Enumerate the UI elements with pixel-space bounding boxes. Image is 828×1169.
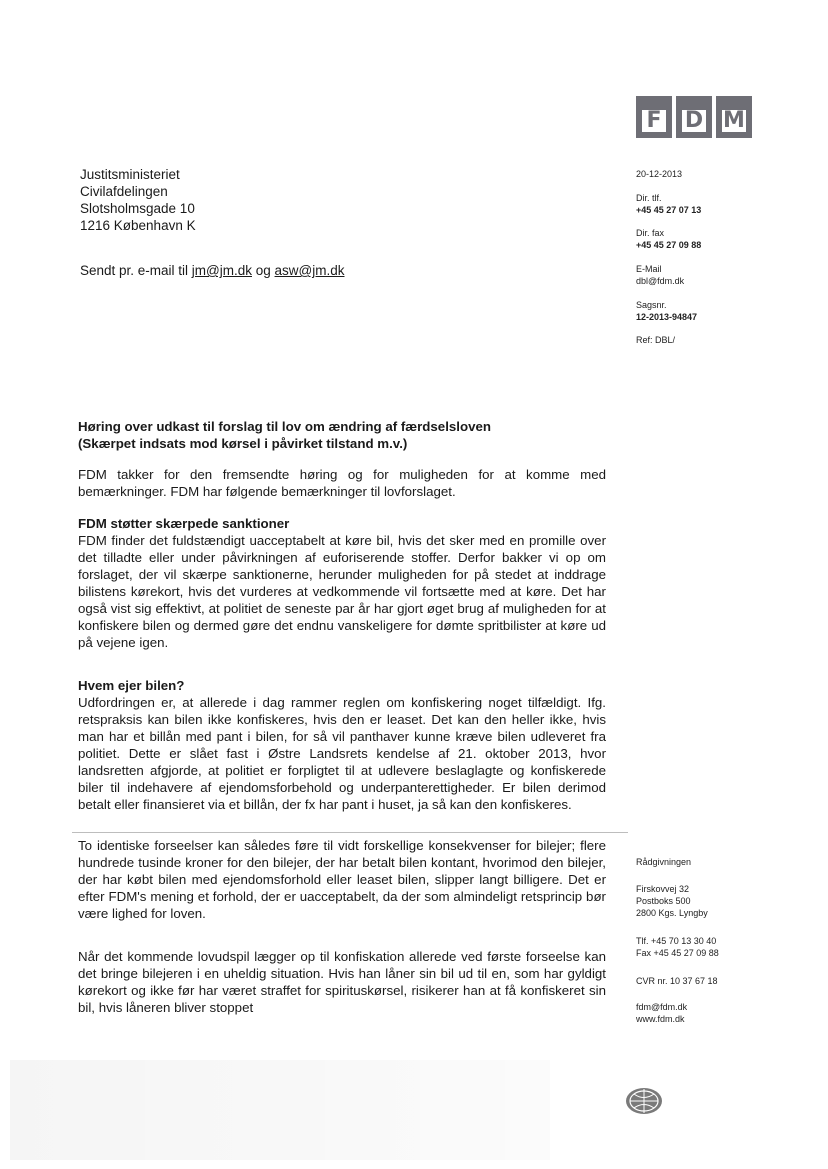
dir-fax-label: Dir. fax bbox=[636, 228, 665, 238]
ref-value: Ref: DBL/ bbox=[636, 335, 676, 345]
fdm-logo bbox=[636, 96, 752, 138]
footer-org-name: Rådgivningen bbox=[636, 857, 692, 867]
email-link-jm[interactable]: jm@jm.dk bbox=[191, 263, 252, 278]
logo-letter: D bbox=[682, 110, 706, 132]
sent-prefix: Sendt pr. e-mail til bbox=[80, 263, 192, 278]
scan-shadow bbox=[10, 1060, 550, 1160]
section-text: Udfordringen er, at allerede i dag rammer reglen om konfiskering noget tilfældigt. Ifg. retspraksis kan bilen ikke konfiskeres, hvis den er leaset. Det kan den heller ikke, hvis man har et billån med pant i bilen, for så vil panthaver kunne kræve bilen udleveret fra politiet. Dette er slået fast i Østre Landsrets kendelse af 21. oktober 2013, hvor landsretten afgjorde, at politiet er forpligtet til at udlevere beslaglagte og konfiskerede biler til indehavere af ejendomsforbehold og underpanterettigheder. Er bilen derimod betalt eller finansieret via et billån, der fx har pant i huset, ja så kan den konfiskeres. bbox=[78, 695, 606, 812]
ref-line bbox=[636, 334, 675, 346]
footer-email: fdm@fdm.dk bbox=[636, 1002, 688, 1012]
footer-phone bbox=[636, 935, 719, 959]
recipient-line: Civilafdelingen bbox=[80, 184, 168, 199]
intro-paragraph: FDM takker for den fremsendte høring og for muligheden for at komme med bemærkninger. FDM har følgende bemærkninger til lovforslaget. bbox=[78, 467, 606, 499]
dir-fax-block bbox=[636, 227, 701, 251]
sent-by-email-line bbox=[80, 263, 345, 278]
footer-box: Postboks 500 bbox=[636, 896, 691, 906]
dir-tlf-block bbox=[636, 192, 701, 216]
fia-emblem-icon bbox=[624, 1086, 664, 1116]
sent-middle: og bbox=[252, 263, 275, 278]
sagsnr-value: 12-2013-94847 bbox=[636, 312, 698, 322]
dir-fax-value: +45 45 27 09 88 bbox=[636, 240, 702, 250]
footer-org bbox=[636, 856, 691, 868]
letter-title bbox=[78, 418, 606, 452]
page-divider bbox=[72, 832, 628, 833]
footer-city: 2800 Kgs. Lyngby bbox=[636, 908, 708, 918]
recipient-line: Justitsministeriet bbox=[80, 167, 180, 182]
recipient-line: 1216 København K bbox=[80, 218, 196, 233]
logo-tile-f bbox=[636, 96, 672, 138]
title-line-1: Høring over udkast til forslag til lov om ændring af færdselsloven bbox=[78, 419, 492, 434]
title-line-2: (Skærpet indsats mod kørsel i påvirket tilstand m.v.) bbox=[78, 436, 408, 451]
logo-tile-d bbox=[676, 96, 712, 138]
email-block bbox=[636, 263, 684, 287]
section-owner bbox=[78, 677, 606, 813]
footer-address bbox=[636, 883, 708, 919]
section-heading: FDM støtter skærpede sanktioner bbox=[78, 516, 290, 531]
logo-tile-m bbox=[716, 96, 752, 138]
dir-tlf-label: Dir. tlf. bbox=[636, 193, 662, 203]
footer-cvr-value: CVR nr. 10 37 67 18 bbox=[636, 976, 718, 986]
letter-date bbox=[636, 168, 682, 180]
email-label: E-Mail bbox=[636, 264, 662, 274]
recipient-address bbox=[80, 166, 196, 234]
section-text: FDM finder det fuldstændigt uacceptabelt at køre bil, hvis det sker med en promille over det tilladte eller under påvirkningen af euforiserende stoffer. Derfor bakker vi op om forslaget, der vil skærpe sanktionerne, herunder muligheden for på stedet at inddrage bilistens kørekort, hvis det vurderes at vedkommende vil fortsætte med at køre. Det har også vist sig effektivt, at politiet de seneste par år har gjort øget brug af muligheden for at konfiskere bilen og dermed gøre det endnu vanskeligere for dømte spritbilister at køre ud på vejene igen. bbox=[78, 533, 606, 650]
footer-fax: Fax +45 45 27 09 88 bbox=[636, 948, 719, 958]
email-value: dbl@fdm.dk bbox=[636, 276, 685, 286]
section-heading: Hvem ejer bilen? bbox=[78, 678, 185, 693]
paragraph-identical-offences: To identiske forseelser kan således føre til vidt forskellige konsekvenser for bilejer; flere hundrede tusinde kroner for den bilejer, der har betalt bilen kontant, hvorimod den bilejer, der har købt bilen med ejendomsforhold eller leaset bilen, slipper langt billigere. Det er efter FDM's mening et forhold, der er uacceptabelt, da der som almindeligt retsprincip bør være lighed for loven. bbox=[78, 838, 606, 921]
sagsnr-block bbox=[636, 299, 697, 323]
email-link-asw[interactable]: asw@jm.dk bbox=[274, 263, 345, 278]
footer-street: Firskovvej 32 bbox=[636, 884, 690, 894]
footer-tlf: Tlf. +45 70 13 30 40 bbox=[636, 936, 717, 946]
logo-letter: M bbox=[723, 108, 745, 133]
paragraph-lending-car: Når det kommende lovudspil lægger op til konfiskation allerede ved første forseelse kan det bringe bilejeren i en uheldig situation. Hvis han låner sin bil ud til en, som har gyldigt kørekort og ikke før har været straffet for spirituskørsel, risikerer han at få konfiskeret sin bil, hvis låneren bliver stoppet bbox=[78, 949, 606, 1015]
recipient-line: Slotsholmsgade 10 bbox=[80, 201, 195, 216]
dir-tlf-value: +45 45 27 07 13 bbox=[636, 205, 702, 215]
footer-cvr bbox=[636, 975, 718, 987]
logo-letter: F bbox=[642, 110, 666, 132]
footer-web bbox=[636, 1001, 687, 1025]
footer-website: www.fdm.dk bbox=[636, 1014, 685, 1024]
date-value: 20-12-2013 bbox=[636, 169, 683, 179]
section-sanctions bbox=[78, 515, 606, 651]
sagsnr-label: Sagsnr. bbox=[636, 300, 667, 310]
